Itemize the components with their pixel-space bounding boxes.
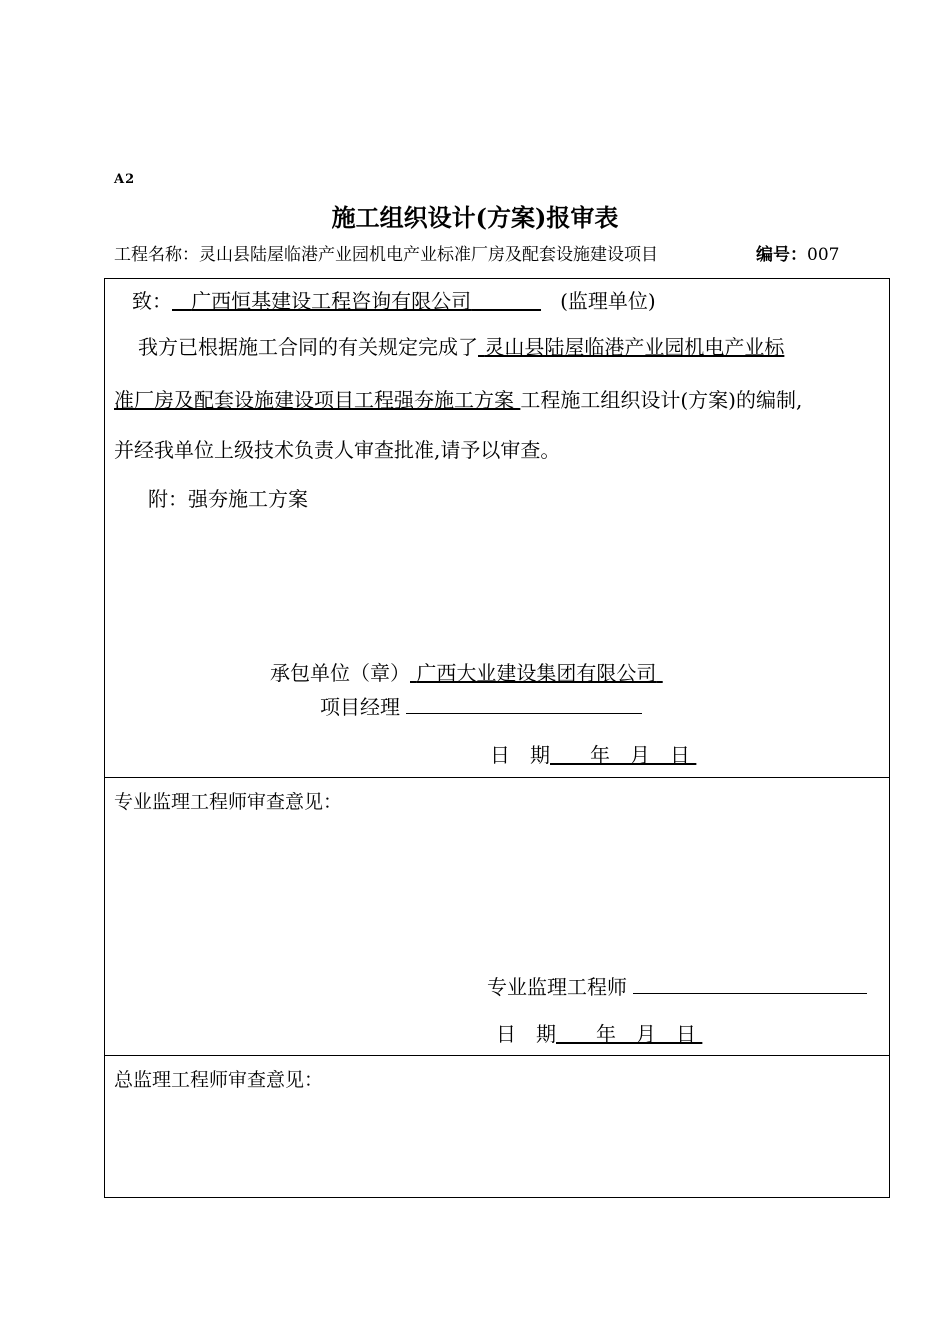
document-number: [756, 240, 839, 265]
contractor-date-line: [490, 739, 696, 768]
contractor-label: 承包单位（章）: [270, 661, 410, 685]
contractor-line: [270, 657, 663, 686]
addressee-line: [132, 285, 656, 314]
addressee-label: 致：: [132, 289, 172, 313]
body-line-1: [138, 331, 784, 360]
addressee-suffix: (监理单位): [560, 289, 656, 313]
project-name-line: [114, 240, 658, 265]
project-manager-signature-line: [406, 695, 642, 714]
body-prefix: 我方已根据施工合同的有关规定完成了: [138, 335, 478, 359]
document-number-value: 007: [807, 245, 840, 265]
section-divider-1: [104, 777, 890, 778]
body-subject-part2: 准厂房及配套设施建设项目工程强夯施工方案: [114, 388, 514, 412]
review-form-table: [104, 278, 890, 1198]
contractor-value: 广西大业建设集团有限公司: [416, 661, 657, 685]
body-suffix: 工程施工组织设计(方案)的编制,: [520, 388, 803, 412]
section-divider-2: [104, 1055, 890, 1056]
contractor-date-label: 日 期: [490, 743, 550, 767]
body-line-3: 并经我单位上级技术负责人审查批准,请予以审查。: [114, 438, 561, 462]
project-name-label: 工程名称：: [114, 245, 199, 265]
specialist-date-label: 日 期: [496, 1022, 556, 1046]
addressee-value: 广西恒基建设工程咨询有限公司: [191, 289, 472, 313]
chief-opinion-heading: 总监理工程师审查意见：: [114, 1069, 324, 1091]
body-line-2: [114, 384, 802, 413]
project-manager-label: 项目经理: [320, 695, 400, 719]
specialist-date-blank: 年 月 日: [556, 1022, 696, 1046]
body-subject-part1: 灵山县陆屋临港产业园机电产业标: [484, 335, 785, 359]
project-manager-line: [320, 691, 642, 720]
specialist-date-line: [496, 1018, 702, 1047]
specialist-signer-label: 专业监理工程师: [487, 975, 627, 999]
form-code: A2: [114, 172, 136, 187]
document-number-label: 编号：: [756, 245, 807, 265]
project-name-value: 灵山县陆屋临港产业园机电产业标准厂房及配套设施建设项目: [199, 245, 658, 265]
specialist-signature-line: [633, 975, 867, 994]
page-title: 施工组织设计(方案)报审表: [331, 203, 619, 232]
specialist-signer-line: [487, 971, 867, 1000]
specialist-opinion-heading: 专业监理工程师审查意见：: [114, 791, 343, 813]
attachment-line: 附：强夯施工方案: [148, 487, 308, 511]
contractor-date-blank: 年 月 日: [550, 743, 690, 767]
